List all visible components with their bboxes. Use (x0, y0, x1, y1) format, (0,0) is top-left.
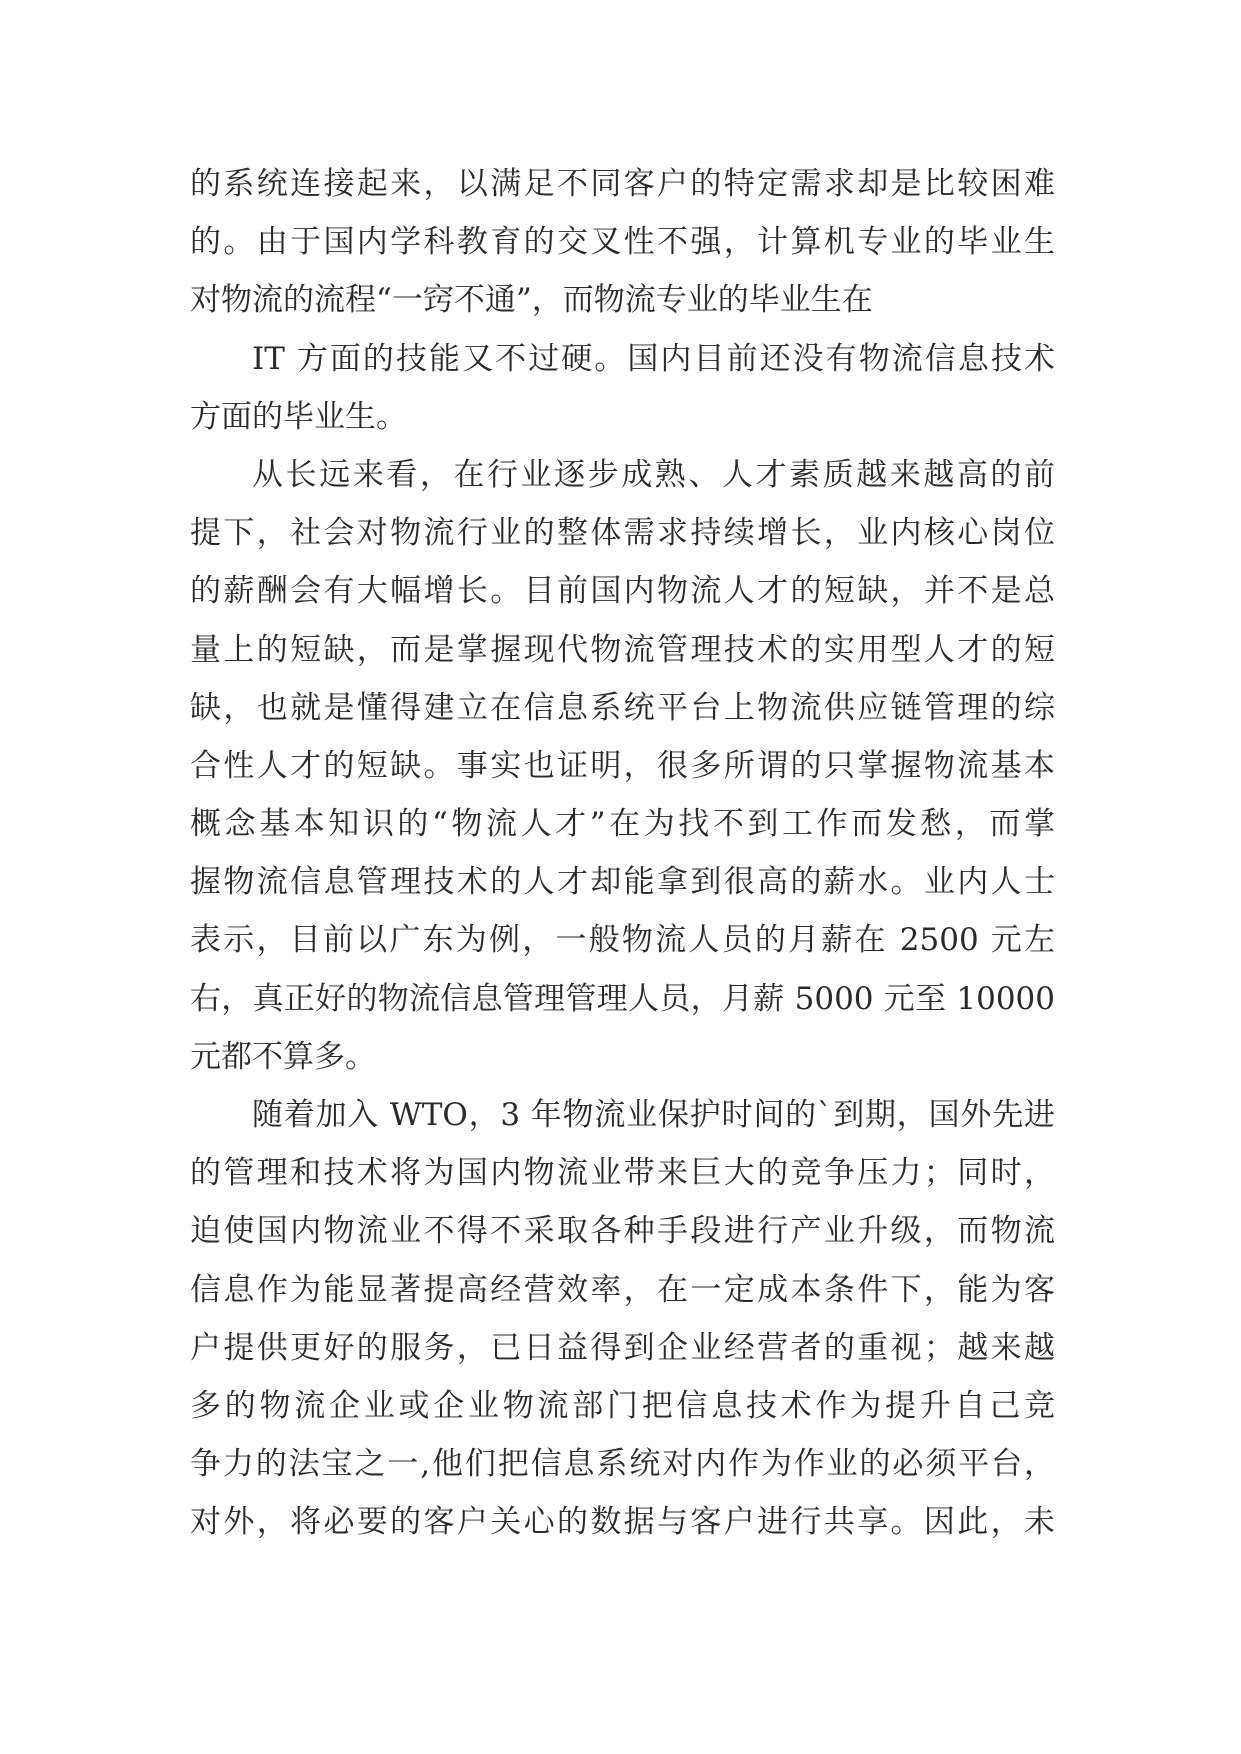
text-line: 右，真正好的物流信息管理管理人员，月薪 5000 元至 10000 (190, 980, 1055, 1017)
text-line: 从长远来看，在行业逐步成熟、人才素质越来越高的前 (252, 456, 1055, 493)
text-line: 合性人才的短缺。事实也证明，很多所谓的只掌握物流基本 (190, 747, 1055, 784)
text-line: 争力的法宝之一,他们把信息系统对内作为作业的必须平台， (190, 1446, 1055, 1483)
text-line: 握物流信息管理技术的人才却能拿到很高的薪水。业内人士 (190, 864, 1055, 901)
text-line: 元都不算多。 (190, 1038, 376, 1075)
text-line: 概念基本知识的“物流人才”在为找不到工作而发愁，而掌 (190, 806, 1055, 843)
text-line: 的。由于国内学科教育的交叉性不强，计算机专业的毕业生 (190, 224, 1055, 261)
text-line: 量上的短缺，而是掌握现代物流管理技术的实用型人才的短 (190, 631, 1055, 668)
text-line: 对物流的流程“一窍不通”，而物流专业的毕业生在 (190, 282, 873, 319)
text-line: 的薪酬会有大幅增长。目前国内物流人才的短缺，并不是总 (190, 573, 1055, 610)
document-page (190, 155, 1055, 1552)
text-line: 户提供更好的服务，已日益得到企业经营者的重视；越来越 (190, 1329, 1055, 1366)
text-line: IT 方面的技能又不过硬。国内目前还没有物流信息技术 (252, 340, 1055, 377)
text-line: 多的物流企业或企业物流部门把信息技术作为提升自己竞 (190, 1387, 1055, 1424)
text-line: 方面的毕业生。 (190, 398, 407, 435)
text-line: 信息作为能显著提高经营效率，在一定成本条件下，能为客 (190, 1271, 1055, 1308)
text-line: 随着加入 WTO，3 年物流业保护时间的`到期，国外先进 (252, 1097, 1055, 1133)
text-line: 对外，将必要的客户关心的数据与客户进行共享。因此，未 (190, 1504, 1055, 1541)
text-line: 提下，社会对物流行业的整体需求持续增长，业内核心岗位 (190, 515, 1055, 552)
text-line: 表示，目前以广东为例，一般物流人员的月薪在 2500 元左 (190, 922, 1055, 959)
text-line: 的系统连接起来，以满足不同客户的特定需求却是比较困难 (190, 166, 1055, 202)
text-line: 的管理和技术将为国内物流业带来巨大的竞争压力；同时， (190, 1155, 1055, 1192)
text-line: 迫使国内物流业不得不采取各种手段进行产业升级，而物流 (190, 1213, 1055, 1250)
text-line: 缺，也就是懂得建立在信息系统平台上物流供应链管理的综 (190, 689, 1055, 726)
